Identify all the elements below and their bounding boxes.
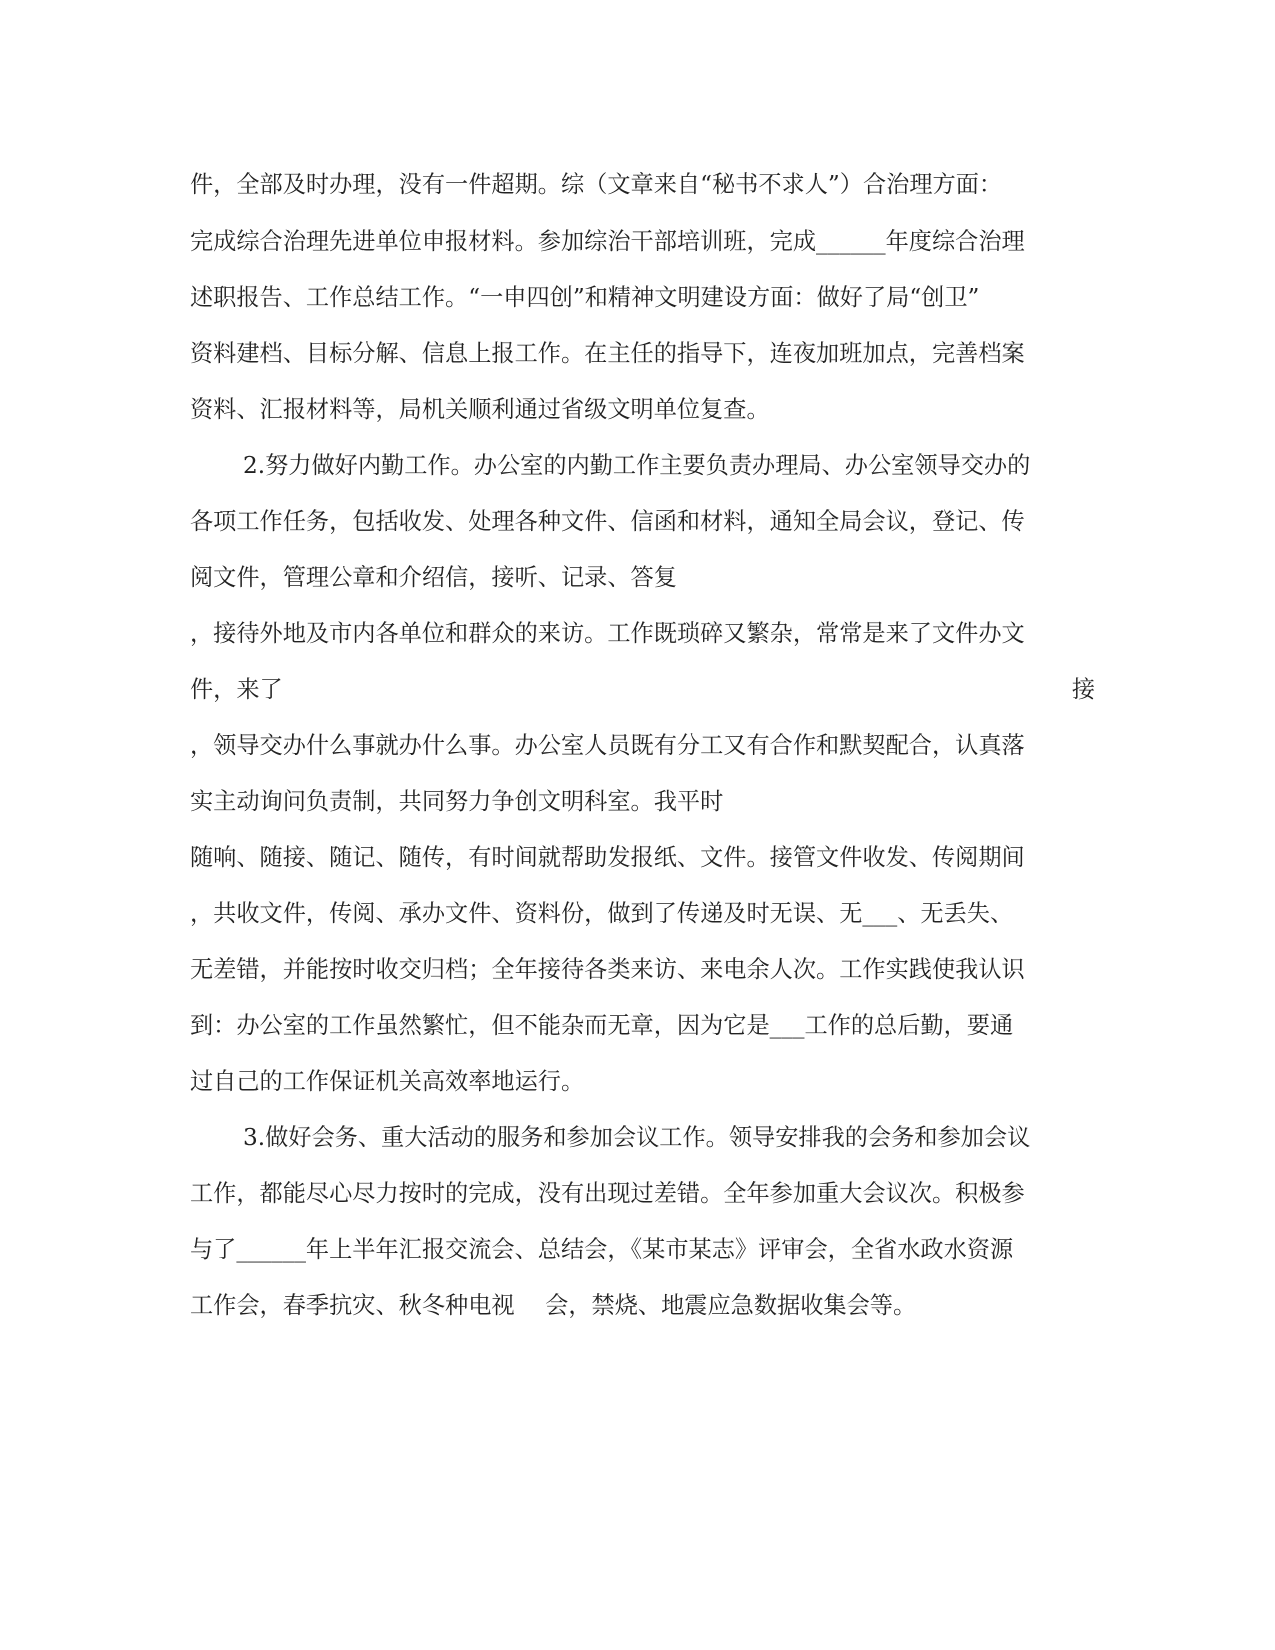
section-3-heading-line: 3.做好会务、重大活动的服务和参加会议工作。领导安排我的会务和参加会议 — [243, 1124, 1031, 1151]
body-text-line: 完成综合治理先进单位申报材料。参加综治干部培训班，完成______年度综合治理 — [190, 228, 1025, 255]
body-text-line: 实主动询问负责制，共同努力争创文明科室。我平时 — [190, 788, 724, 815]
body-text-line: 工作会，春季抗灾、秋冬种电视 会，禁烧、地震应急数据收集会等。 — [190, 1292, 917, 1319]
body-text-line: ，领导交办什么事就办什么事。办公室人员既有分工又有合作和默契配合，认真落 — [190, 732, 1025, 759]
body-text-line: 到：办公室的工作虽然繁忙，但不能杂而无章，因为它是___工作的总后勤，要通 — [190, 1012, 1014, 1039]
body-text-line: 各项工作任务，包括收发、处理各种文件、信函和材料，通知全局会议，登记、传 — [190, 508, 1025, 535]
body-text-line: ，共收文件，传阅、承办文件、资料份，做到了传递及时无误、无___、无丢失、 — [190, 900, 1014, 927]
split-line-left: 件，来了 — [190, 676, 283, 703]
body-text-line: 过自己的工作保证机关高效率地运行。 — [190, 1068, 585, 1095]
body-text-line: 资料建档、目标分解、信息上报工作。在主任的指导下，连夜加班加点，完善档案 — [190, 340, 1025, 367]
body-text-line: 与了______年上半年汇报交流会、总结会，《某市某志》评审会，全省水政水资源 — [190, 1236, 1014, 1263]
body-text-line: ，接待外地及市内各单位和群众的来访。工作既琐碎又繁杂，常常是来了文件办文 — [190, 620, 1025, 647]
split-text-line — [190, 670, 1095, 710]
section-2-heading-line: 2.努力做好内勤工作。办公室的内勤工作主要负责办理局、办公室领导交办的 — [243, 452, 1031, 479]
split-line-right: 接 — [1071, 676, 1095, 703]
body-text-line: 阅文件，管理公章和介绍信，接听、记录、答复 — [190, 564, 677, 591]
body-text-line: 无差错，并能按时收交归档；全年接待各类来访、来电余人次。工作实践使我认识 — [190, 956, 1025, 983]
body-text-line: 随响、随接、随记、随传，有时间就帮助发报纸、文件。接管文件收发、传阅期间 — [190, 844, 1025, 871]
body-text-line: 件，全部及时办理，没有一件超期。综（文章来自“秘书不求人”）合治理方面： — [190, 171, 1003, 198]
body-text-line: 述职报告、工作总结工作。“一申四创”和精神文明建设方面：做好了局“创卫” — [190, 284, 980, 311]
body-text-line: 工作，都能尽心尽力按时的完成，没有出现过差错。全年参加重大会议次。积极参 — [190, 1180, 1025, 1207]
body-text-line: 资料、汇报材料等，局机关顺利通过省级文明单位复查。 — [190, 396, 770, 423]
